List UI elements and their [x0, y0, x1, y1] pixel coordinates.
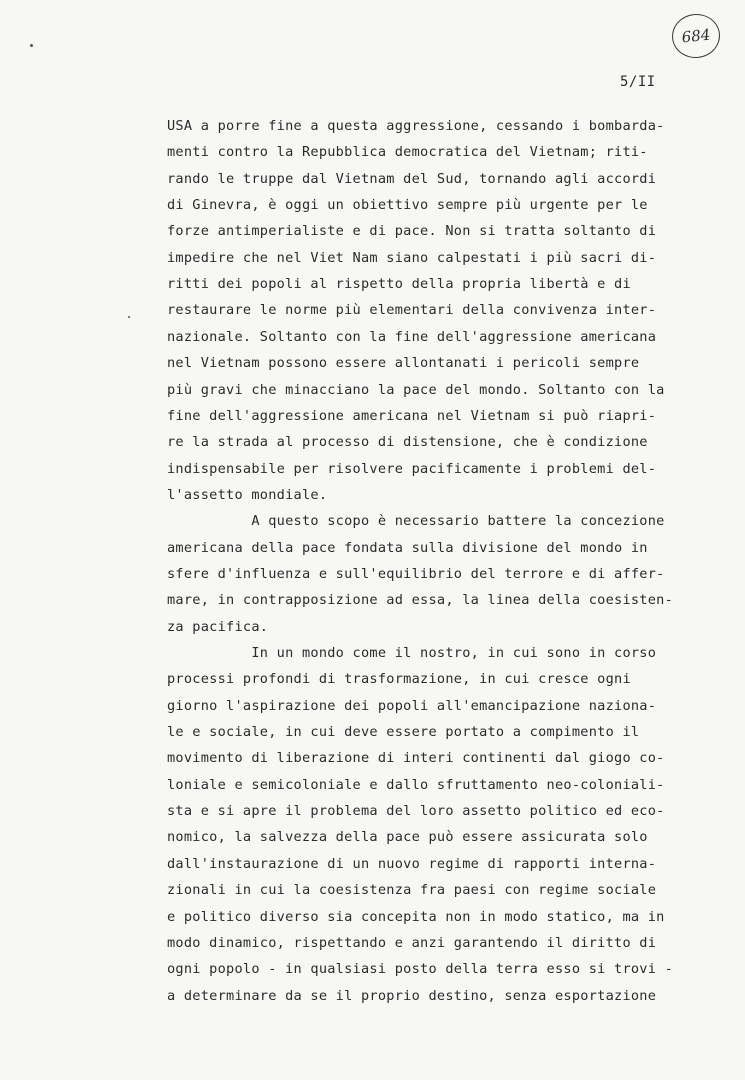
text-line: impedire che nel Viet Nam siano calpestati i più sacri di- [167, 249, 657, 266]
text-line: forze antimperialiste e di pace. Non si tratta soltanto di [167, 223, 657, 240]
text-line: USA a porre fine a questa aggressione, cessando i bombarda- [167, 118, 665, 134]
page-number: 5/II [620, 74, 656, 90]
text-line: za pacifica. [167, 618, 269, 635]
text-line: di Ginevra, è oggi un obiettivo sempre più urgente per le [167, 197, 648, 214]
archive-stamp [670, 12, 722, 61]
text-line: sfere d'influenza e sull'equilibrio del terrore e di affer- [167, 565, 665, 582]
text-line: mare, in contrapposizione ad essa, la linea della coesisten- [167, 592, 674, 609]
scan-speck [30, 44, 33, 47]
text-line: più gravi che minacciano la pace del mondo. Soltanto con la [167, 381, 665, 398]
text-line: le e sociale, in cui deve essere portato a compimento il [167, 724, 640, 741]
text-line: giorno l'aspirazione dei popoli all'emancipazione naziona- [167, 697, 657, 714]
text-line: A questo scopo è necessario battere la concezione [167, 513, 665, 530]
text-line: l'assetto mondiale. [167, 486, 328, 503]
text-line: movimento di liberazione di interi continenti dal giogo co- [167, 750, 665, 767]
text-line: ritti dei popoli al rispetto della propria libertà e di [167, 276, 631, 293]
text-line: a determinare da se il proprio destino, senza esportazione [167, 987, 657, 1004]
archive-stamp-number: 684 [680, 25, 712, 47]
text-line: americana della pace fondata sulla divisione del mondo in [167, 539, 648, 556]
text-line: fine dell'aggressione americana nel Vietnam si può riapri- [167, 407, 657, 424]
text-line: nomico, la salvezza della pace può essere assicurata solo [167, 829, 648, 846]
text-line: indispensabile per risolvere pacificamente i problemi del- [167, 460, 657, 477]
text-line: ogni popolo - in qualsiasi posto della terra esso si trovi - [167, 961, 674, 978]
text-line: rando le truppe dal Vietnam del Sud, tornando agli accordi [167, 170, 657, 187]
text-line: zionali in cui la coesistenza fra paesi con regime sociale [167, 882, 657, 899]
scan-speck [128, 316, 130, 318]
text-line: menti contro la Repubblica democratica del Vietnam; riti- [167, 144, 648, 161]
text-line: sta e si apre il problema del loro assetto politico ed eco- [167, 803, 665, 820]
text-line: e politico diverso sia concepita non in modo statico, ma in [167, 908, 665, 925]
text-line: loniale e semicoloniale e dallo sfruttamento neo-coloniali- [167, 776, 665, 793]
text-line: re la strada al processo di distensione, che è condizione [167, 434, 648, 451]
text-line: nel Vietnam possono essere allontanati i pericoli sempre [167, 355, 640, 372]
text-line: modo dinamico, rispettando e anzi garantendo il diritto di [167, 934, 657, 951]
text-line: dall'instaurazione di un nuovo regime di rapporti interna- [167, 855, 657, 872]
text-line: restaurare le norme più elementari della convivenza inter- [167, 302, 657, 319]
text-line: In un mondo come il nostro, in cui sono in corso [167, 645, 657, 661]
text-line: nazionale. Soltanto con la fine dell'aggressione americana [167, 328, 657, 345]
text-line: processi profondi di trasformazione, in cui cresce ogni [167, 671, 631, 688]
